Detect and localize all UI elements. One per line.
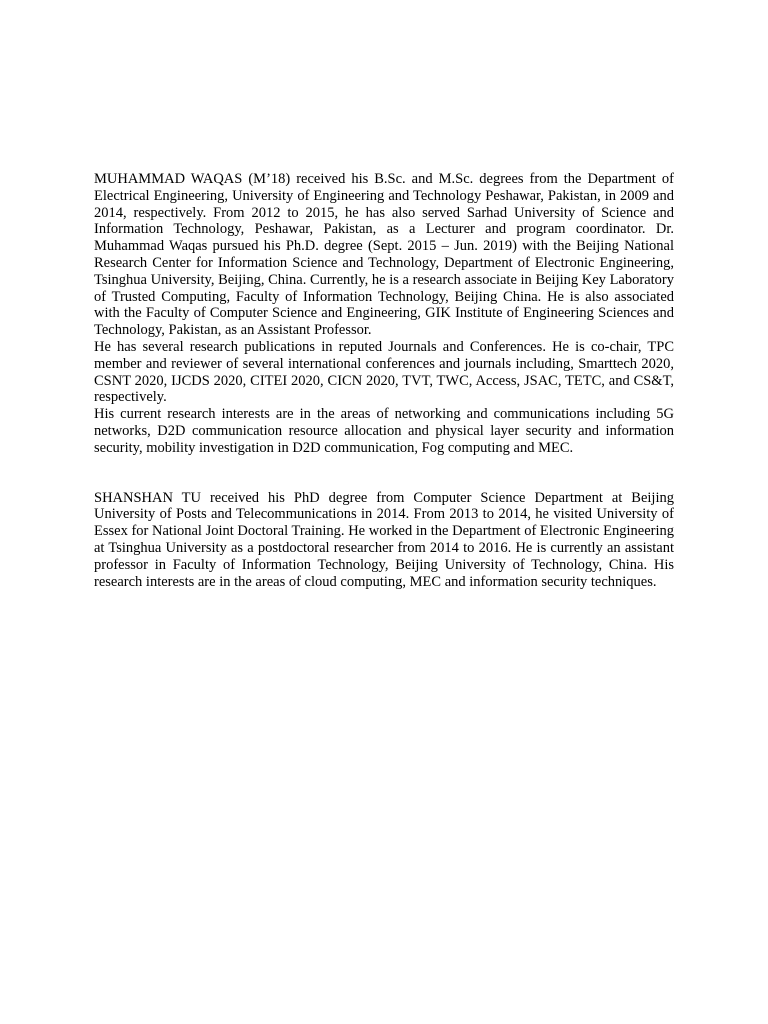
bio-muhammad-waqas bbox=[94, 171, 674, 457]
bio-shanshan-tu bbox=[94, 490, 674, 591]
author-biographies bbox=[94, 171, 674, 590]
bio-paragraph-summary: SHANSHAN TU received his PhD degree from Computer Science Department at Beijing University of Posts and Telecommunications in 2014. From 2013 to 2014, he visited University of Essex for National Joint Doctoral Training. He worked in the Department of Electronic Engineering at Tsinghua University as a postdoctoral researcher from 2014 to 2016. He is currently an assistant professor in Faculty of Information Technology, Beijing University of Technology, China. His research interests are in the areas of cloud computing, MEC and information security techniques. bbox=[94, 489, 674, 590]
bio-paragraph-education: MUHAMMAD WAQAS (M’18) received his B.Sc. and M.Sc. degrees from the Department of Electrical Engineering, University of Engineering and Technology Peshawar, Pakistan, in 2009 and 2014, respectively. From 2012 to 2015, he has also served Sarhad University of Science and Information Technology, Peshawar, Pakistan, as a Lecturer and program coordinator. Dr. Muhammad Waqas pursued his Ph.D. degree (Sept. 2015 – Jun. 2019) with the Beijing National Research Center for Information Science and Technology, Department of Electronic Engineering, Tsinghua University, Beijing, China. Currently, he is a research associate in Beijing Key Laboratory of Trusted Computing, Faculty of Information Technology, Beijing China. He is also associated with the Faculty of Computer Science and Engineering, GIK Institute of Engineering Sciences and Technology, Pakistan, as an Assistant Professor. bbox=[94, 171, 674, 339]
bio-separator bbox=[94, 457, 674, 490]
bio-paragraph-research-interests: His current research interests are in the areas of networking and communications including 5G networks, D2D communication resource allocation and physical layer security and information security, mobility investigation in D2D communication, Fog computing and MEC. bbox=[94, 406, 674, 456]
bio-paragraph-publications: He has several research publications in reputed Journals and Conferences. He is co-chair, TPC member and reviewer of several international conferences and journals including, Smarttech 2020, CSNT 2020, IJCDS 2020, CITEI 2020, CICN 2020, TVT, TWC, Access, JSAC, TETC, and CS&T, respectively. bbox=[94, 338, 674, 406]
